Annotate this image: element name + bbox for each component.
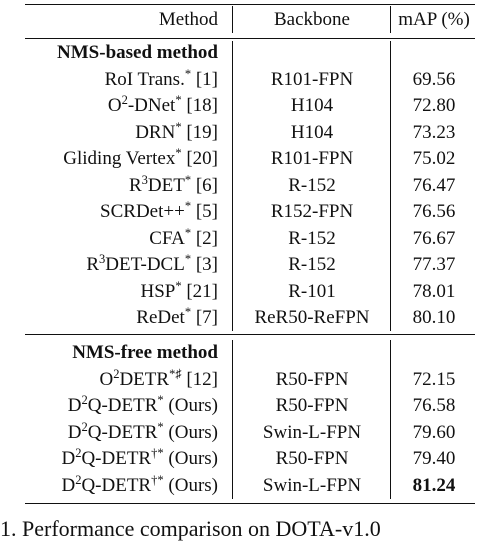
table-row: [25, 67, 475, 93]
cell-backbone: Swin-L-FPN: [262, 421, 362, 443]
header-method: Method: [158, 9, 218, 30]
cell-map: 79.40: [412, 448, 456, 469]
cell-map: 75.02: [412, 148, 456, 169]
cell-method: $D^2Q-DETR^{\dagger*}$ (Ours): [61, 472, 218, 496]
cell-method: $D^2Q-DETR^*$ (Ours): [67, 419, 218, 443]
cell-map: 76.47: [412, 174, 456, 196]
header-rule: [25, 38, 475, 39]
cell-backbone: R50-FPN: [275, 368, 349, 390]
table-caption: 1. Performance comparison on DOTA-v1.0: [0, 516, 381, 541]
table-row: [25, 367, 475, 393]
cell-backbone: R-152: [288, 227, 336, 249]
header-backbone: Backbone: [274, 9, 350, 30]
cell-map: 73.23: [412, 121, 456, 143]
section-title: NMS-free method: [72, 342, 218, 363]
cell-map: 76.67: [412, 227, 456, 249]
cell-backbone: H104: [290, 121, 334, 143]
cell-backbone: Swin-L-FPN: [262, 474, 362, 496]
section-rule: [25, 334, 475, 335]
cell-method: $R^3DET^*$ [6]: [128, 172, 218, 196]
table-bottom-rule: [25, 503, 475, 504]
section-title-row: [25, 40, 475, 66]
table-row: [25, 226, 475, 252]
cell-map: 72.80: [412, 95, 456, 116]
cell-map: 78.01: [412, 280, 456, 302]
table-row: [25, 120, 475, 146]
table-row: [25, 473, 475, 499]
cell-map: 72.15: [412, 368, 456, 390]
header-map: mAP (%): [398, 9, 470, 30]
cell-method: Gliding Vertex* [20]: [63, 146, 218, 169]
table-top-rule: [25, 4, 475, 5]
table-row: [25, 420, 475, 446]
cell-backbone: R152-FPN: [270, 201, 354, 222]
cell-method: HSP* [21]: [140, 278, 218, 302]
col-sep-2-header: [390, 6, 391, 33]
cell-method: $O^2-DNet^*$ [18]: [107, 93, 218, 116]
table-row: [25, 305, 475, 331]
cell-map: 79.60: [412, 421, 456, 443]
section-title-row: [25, 340, 475, 366]
cell-method: DRN* [19]: [135, 119, 218, 143]
cell-method: $O^2DETR^{*♯}$ [12]: [99, 366, 218, 390]
table-row: [25, 173, 475, 199]
cell-method: $R^3DET-DCL^*$ [3]: [86, 252, 218, 275]
cell-map: 81.24: [412, 474, 456, 496]
cell-backbone: H104: [290, 95, 334, 116]
cell-backbone: R101-FPN: [270, 148, 354, 169]
cell-map: 69.56: [412, 68, 456, 90]
table-row: [25, 393, 475, 419]
table-row: [25, 279, 475, 305]
table-header-row: [25, 7, 475, 33]
table-row: [25, 199, 475, 225]
cell-method: CFA* [2]: [149, 225, 218, 249]
cell-map: 77.37: [412, 254, 456, 275]
cell-method: RoI Trans.* [1]: [104, 66, 218, 90]
cell-backbone: ReR50-ReFPN: [254, 307, 370, 328]
cell-map: 80.10: [412, 307, 456, 328]
col-sep-1-header: [232, 6, 233, 33]
cell-backbone: R-152: [288, 174, 336, 196]
cell-method: ReDet* [7]: [136, 305, 218, 328]
cell-backbone: R-152: [288, 254, 336, 275]
cell-method: $D^2Q-DETR^*$ (Ours): [67, 393, 218, 416]
cell-backbone: R50-FPN: [275, 448, 349, 469]
cell-backbone: R-101: [288, 280, 336, 302]
table-row: [25, 446, 475, 472]
cell-method: $D^2Q-DETR^{\dagger*}$ (Ours): [61, 446, 218, 469]
table-row: [25, 93, 475, 119]
cell-backbone: R50-FPN: [275, 395, 349, 416]
table-row: [25, 252, 475, 278]
cell-method: SCRDet++* [5]: [100, 199, 218, 222]
cell-map: 76.58: [412, 395, 456, 416]
cell-map: 76.56: [412, 201, 456, 222]
table-row: [25, 146, 475, 172]
cell-backbone: R101-FPN: [270, 68, 354, 90]
section-title: NMS-based method: [57, 42, 218, 63]
